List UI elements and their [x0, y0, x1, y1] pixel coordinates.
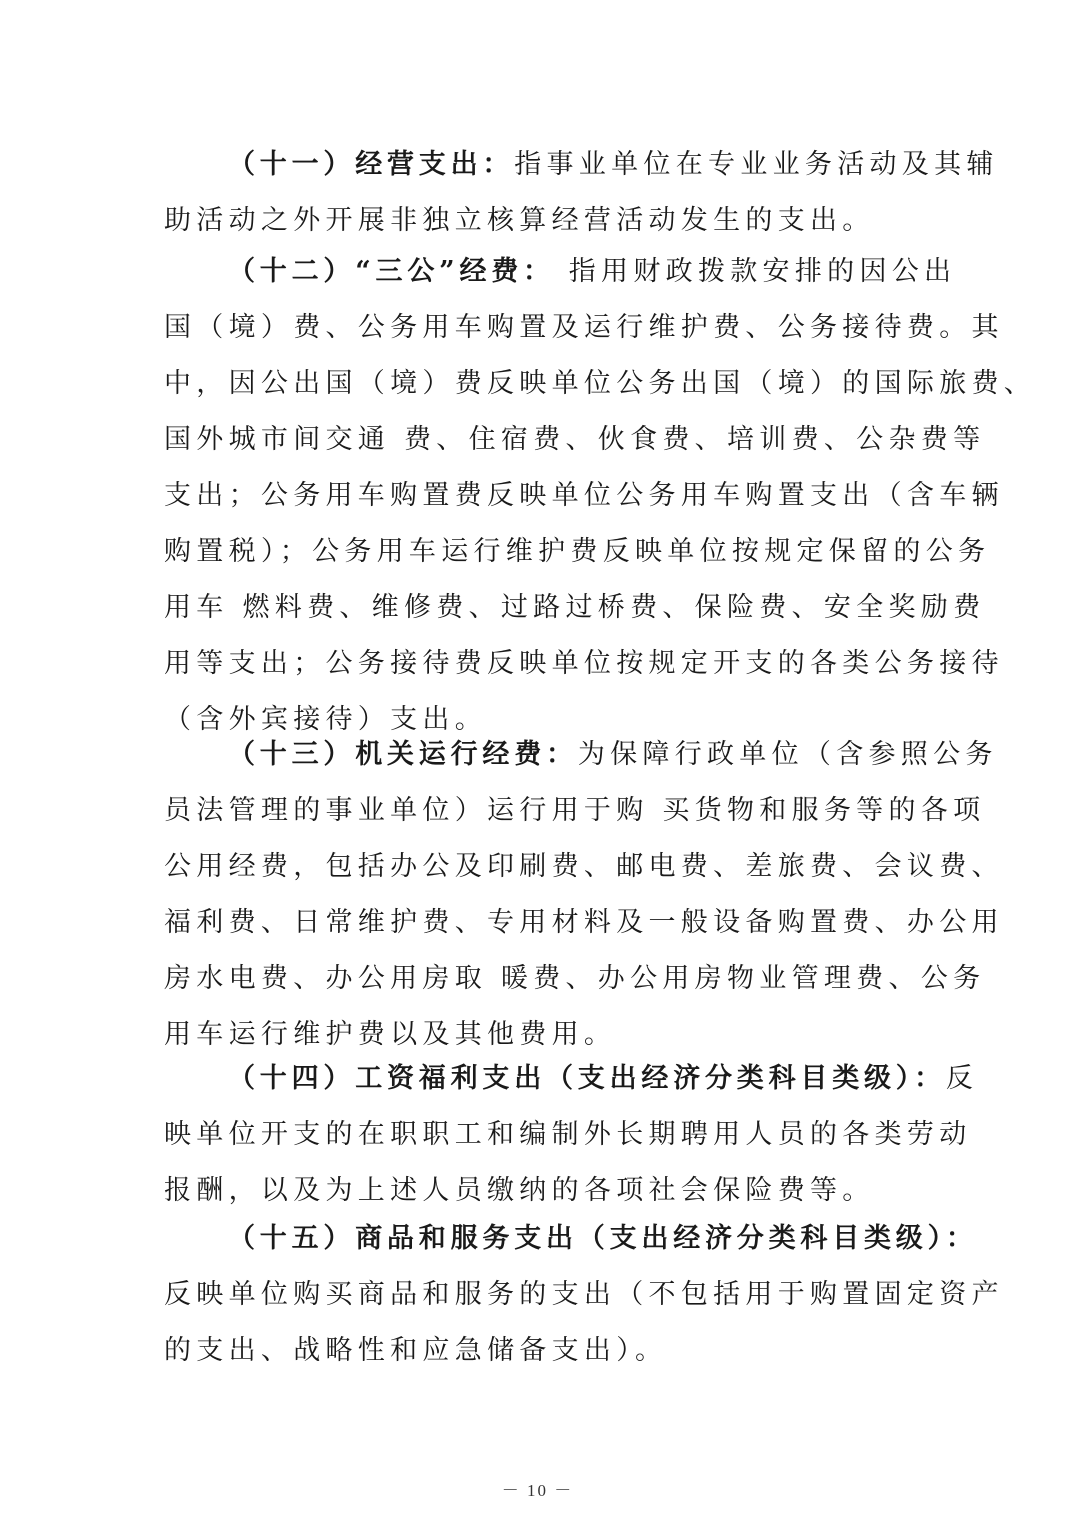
- paragraph-line: 房水电费、办公用房取 暖费、办公用房物业管理费、公务: [164, 963, 986, 994]
- paragraph-line: 助活动之外开展非独立核算经营活动发生的支出。: [164, 205, 875, 236]
- paragraph-line: [228, 727, 998, 783]
- paragraph-line: [228, 244, 957, 300]
- section-heading: （十二）“三公”经费：: [228, 256, 555, 287]
- section-text: 反: [945, 1063, 979, 1094]
- section-text: 指用财政拨款安排的因公出: [554, 256, 957, 287]
- paragraph-line: 购置税）；公务用车运行维护费反映单位按规定保留的公务: [164, 536, 991, 567]
- paragraph-line: 支出；公务用车购置费反映单位公务用车购置支出（含车辆: [164, 480, 1004, 511]
- paragraph-line: [228, 1211, 978, 1267]
- paragraph-line: （含外宾接待）支出。: [164, 704, 487, 735]
- paragraph-line: 公用经费，包括办公及印刷费、邮电费、差旅费、会议费、: [164, 851, 1004, 882]
- paragraph-line: 的支出、战略性和应急储备支出）。: [164, 1335, 668, 1366]
- section-heading: （十四）工资福利支出（支出经济分类科目类级）：: [228, 1063, 946, 1094]
- paragraph-line: 中，因公出国（境）费反映单位公务出国（境）的国际旅费、: [164, 368, 1037, 399]
- paragraph-line: 用车运行维护费以及其他费用。: [164, 1019, 617, 1050]
- paragraph-line: [228, 1051, 979, 1107]
- section-heading: （十一）经营支出：: [228, 149, 515, 180]
- paragraph-line: 员法管理的事业单位）运行用于购 买货物和服务等的各项: [164, 795, 986, 826]
- section-text: 为保障行政单位（含参照公务: [577, 739, 998, 770]
- section-text: 指事业单位在专业业务活动及其辅: [514, 149, 999, 180]
- paragraph-line: 国外城市间交通 费、住宿费、伙食费、培训费、公杂费等: [164, 424, 986, 455]
- paragraph-line: 报酬，以及为上述人员缴纳的各项社会保险费等。: [164, 1175, 875, 1206]
- paragraph-line: 映单位开支的在职职工和编制外长期聘用人员的各类劳动: [164, 1119, 972, 1150]
- paragraph-line: 用等支出；公务接待费反映单位按规定开支的各类公务接待: [164, 648, 1004, 679]
- paragraph-line: [228, 137, 999, 193]
- paragraph-line: 用车 燃料费、维修费、过路过桥费、保险费、安全奖励费: [164, 592, 986, 623]
- paragraph-line: 福利费、日常维护费、专用材料及一般设备购置费、办公用: [164, 907, 1004, 938]
- page-number: － 10 －: [501, 1481, 574, 1500]
- paragraph-line: 反映单位购买商品和服务的支出（不包括用于购置固定资产: [164, 1279, 1004, 1310]
- paragraph-line: 国（境）费、公务用车购置及运行维护费、公务接待费。其: [164, 312, 1004, 343]
- section-heading: （十五）商品和服务支出（支出经济分类科目类级）：: [228, 1223, 978, 1254]
- section-heading: （十三）机关运行经费：: [228, 739, 578, 770]
